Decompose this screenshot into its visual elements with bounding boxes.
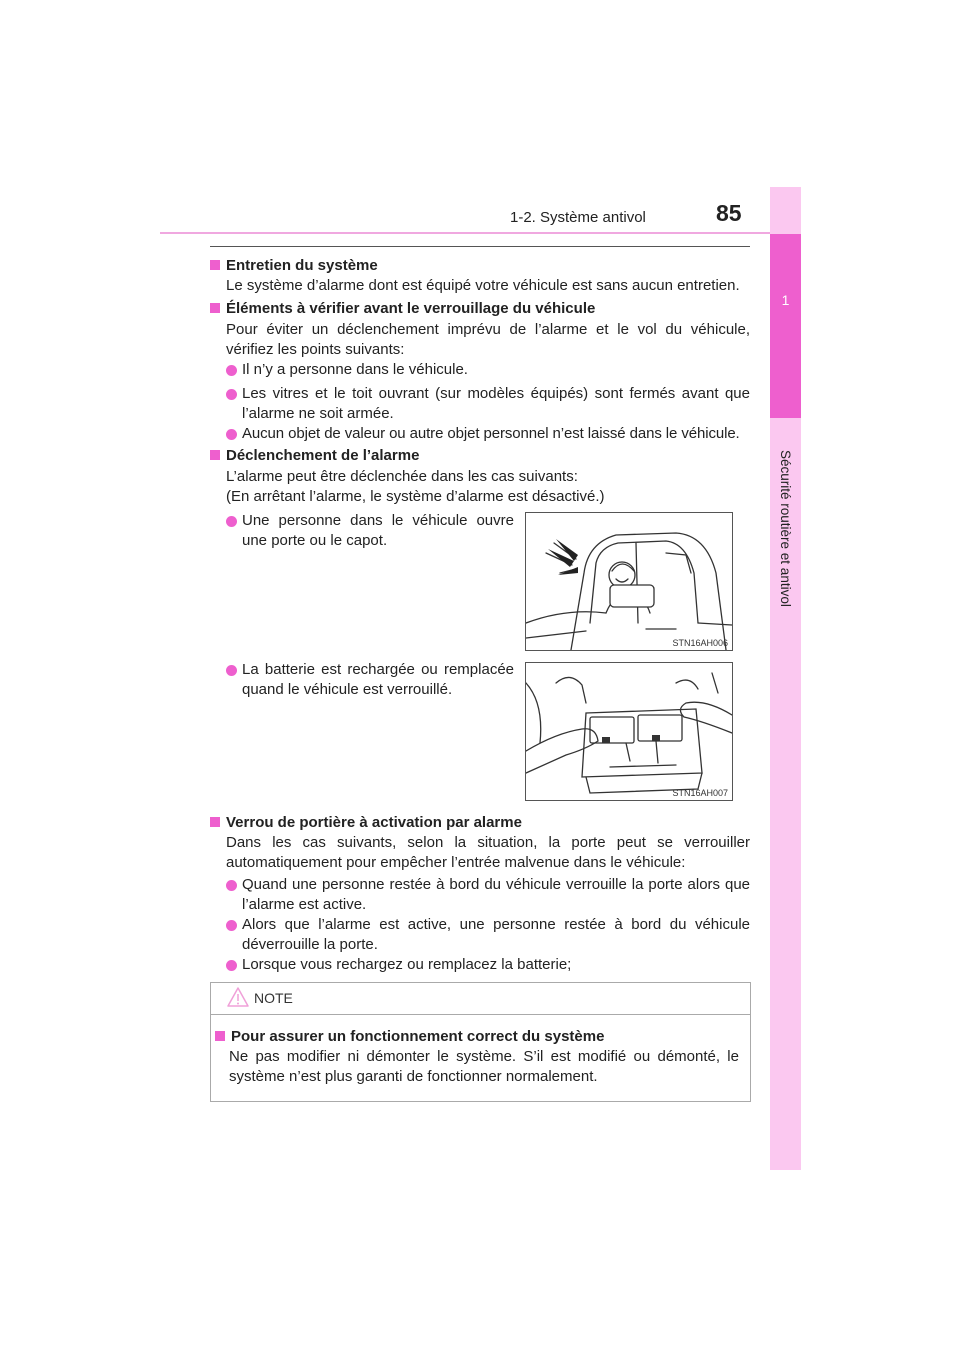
list-item: Quand une personne restée à bord du véhicule verrouille la porte alors que l’alarme est active. — [242, 876, 750, 913]
car-door-illustration — [526, 513, 732, 650]
note-separator — [210, 1014, 750, 1015]
square-bullet-icon — [210, 260, 220, 270]
round-bullet-icon — [226, 880, 237, 891]
note-body: Ne pas modifier ni démonter le système. S’il est modifié ou démonté, le système n’est plus garanti de fonctionner normalement. — [229, 1048, 739, 1085]
paragraph: L’alarme peut être déclenchée dans les cas suivants: (En arrêtant l’alarme, le système d’alarme est désactivé.) — [226, 468, 605, 505]
list-item: Aucun objet de valeur ou autre objet personnel n’est laissé dans le véhicule. — [242, 425, 740, 442]
list-item: Alors que l’alarme est active, une personne restée à bord du véhicule déverrouille la porte. — [242, 916, 750, 953]
content-top-rule — [210, 246, 750, 247]
square-bullet-icon — [210, 450, 220, 460]
side-tab-number: 1 — [781, 292, 790, 308]
round-bullet-icon — [226, 665, 237, 676]
paragraph: Dans les cas suivants, selon la situation, la porte peut se verrouiller automatiquement pour empêcher l’entrée malvenue dans le véhicule: — [226, 834, 750, 871]
section-heading: Éléments à vérifier avant le verrouillage du véhicule — [210, 299, 595, 319]
list-item: Lorsque vous rechargez ou remplacez la batterie; — [242, 956, 572, 973]
side-tab-label: Sécurité routière et antivol — [778, 450, 793, 607]
paragraph: Le système d’alarme dont est équipé votre véhicule est sans aucun entretien. — [226, 277, 740, 294]
round-bullet-icon — [226, 365, 237, 376]
round-bullet-icon — [226, 516, 237, 527]
warning-icon — [226, 986, 250, 1008]
list-item: Les vitres et le toit ouvrant (sur modèles équipés) sont fermés avant que l’alarme ne soit armée. — [242, 385, 750, 422]
round-bullet-icon — [226, 389, 237, 400]
square-bullet-icon — [215, 1031, 225, 1041]
section-heading: Entretien du système — [210, 256, 378, 276]
figure-code: STN16AH006 — [672, 638, 728, 648]
page-number: 85 — [716, 200, 742, 226]
header-line — [160, 232, 800, 234]
round-bullet-icon — [226, 920, 237, 931]
list-item: La batterie est rechargée ou remplacée quand le véhicule est verrouillé. — [242, 661, 514, 698]
figure-door-alarm — [525, 512, 733, 651]
square-bullet-icon — [210, 817, 220, 827]
note-label: NOTE — [254, 990, 293, 1006]
round-bullet-icon — [226, 429, 237, 440]
side-tab-active — [770, 234, 801, 418]
list-item: Il n’y a personne dans le véhicule. — [242, 361, 468, 378]
section-heading: Déclenchement de l’alarme — [210, 446, 419, 466]
paragraph: Pour éviter un déclenchement imprévu de l’alarme et le vol du véhicule, vérifiez les points suivants: — [226, 321, 750, 358]
list-item: Une personne dans le véhicule ouvre une porte ou le capot. — [242, 512, 514, 549]
section-title: 1-2. Système antivol — [510, 209, 646, 226]
section-heading: Verrou de portière à activation par alarme — [210, 813, 522, 833]
round-bullet-icon — [226, 960, 237, 971]
battery-illustration — [526, 663, 732, 800]
note-heading: Pour assurer un fonctionnement correct du système — [215, 1027, 604, 1047]
figure-code: STN16AH007 — [672, 788, 728, 798]
figure-battery — [525, 662, 733, 801]
square-bullet-icon — [210, 303, 220, 313]
